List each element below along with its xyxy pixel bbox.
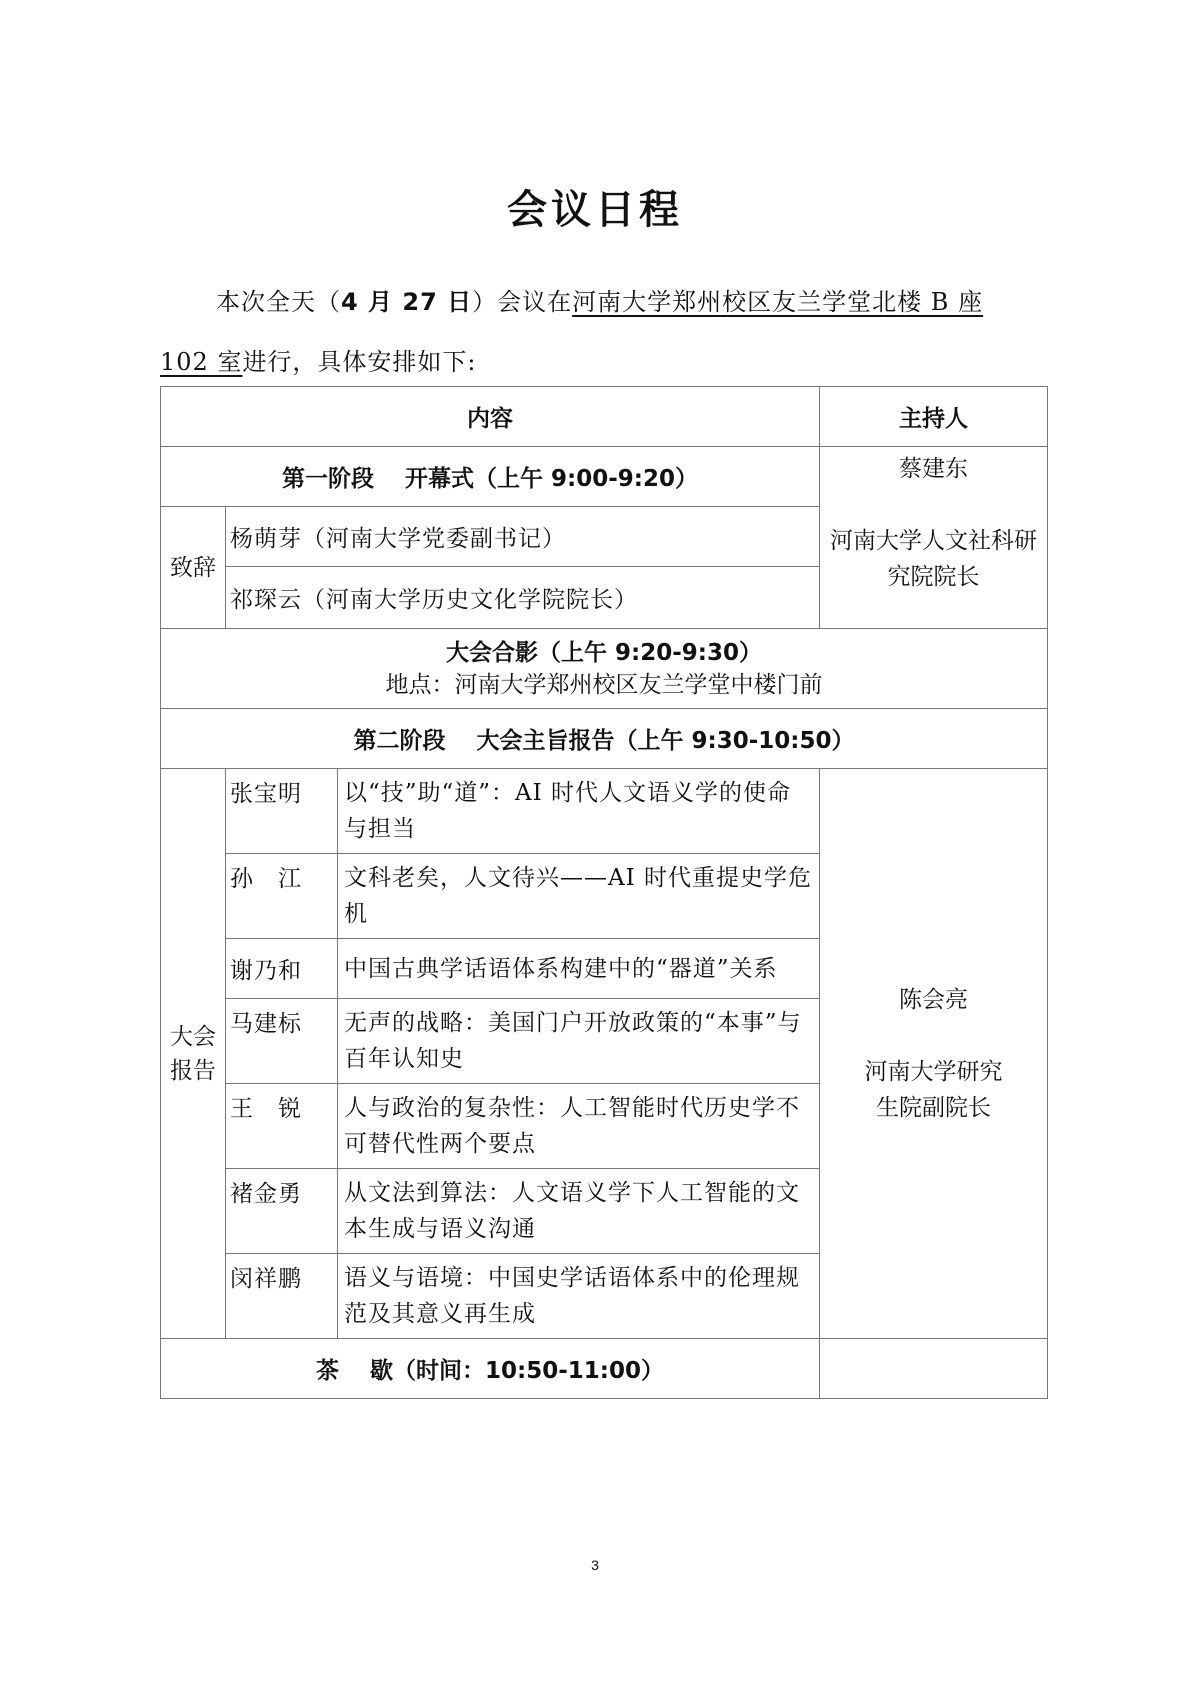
report-speaker: 褚金勇 [226, 1169, 338, 1254]
report-speaker: 谢乃和 [226, 939, 338, 999]
report-speaker: 张宝明 [226, 769, 338, 854]
page-number: 3 [591, 1557, 599, 1573]
intro-date: 4 月 27 日 [341, 288, 473, 316]
report-title: 人与政治的复杂性：人工智能时代历史学不可替代性两个要点 [338, 1084, 820, 1169]
intro-prefix: 本次全天（ [216, 288, 341, 316]
report-speaker: 马建标 [226, 999, 338, 1084]
break-row [161, 1339, 1048, 1399]
report-label [161, 769, 226, 1339]
stage2-title: 第二阶段 大会主旨报告（上午 9:30-10:50） [161, 709, 1048, 769]
header-host: 主持人 [820, 387, 1048, 447]
report-title: 中国古典学话语体系构建中的“器道”关系 [338, 939, 820, 999]
speech-speaker: 祁琛云（河南大学历史文化学院院长） [226, 567, 820, 629]
report-title: 文科老矣，人文待兴——AI 时代重提史学危机 [338, 854, 820, 939]
photo-row [161, 629, 1048, 709]
stage1-host-title: 河南大学人文社科研究院院长 [830, 528, 1038, 590]
photo-location: 地点：河南大学郑州校区友兰学堂中楼门前 [385, 671, 823, 698]
stage2-host-title: 河南大学研究生院副院长 [864, 1058, 1003, 1121]
stage1-row [161, 447, 1048, 507]
intro-venue: 河南大学郑州校区友兰学堂北楼 B 座 102 室 [160, 288, 984, 376]
intro-paragraph [160, 272, 1040, 392]
header-content: 内容 [161, 387, 820, 447]
page-title: 会议日程 [507, 187, 683, 233]
photo-title: 大会合影（上午 9:20-9:30） [446, 639, 762, 666]
break-title: 茶 歇（时间：10:50-11:00） [161, 1339, 820, 1399]
break-host-cell [820, 1339, 1048, 1399]
report-speaker: 孙 江 [226, 854, 338, 939]
intro-suffix: 进行，具体安排如下: [242, 348, 477, 376]
photo-cell [161, 629, 1048, 709]
intro-mid: ）会议在 [472, 288, 573, 316]
report-label-text: 大会报告 [170, 1023, 216, 1084]
table-header-row [161, 387, 1048, 447]
report-speaker: 闵祥鹏 [226, 1254, 338, 1339]
stage2-host-name: 陈会亮 [899, 986, 969, 1013]
report-row [161, 769, 1048, 854]
report-title: 从文法到算法：人文语义学下人工智能的文本生成与语义沟通 [338, 1169, 820, 1254]
speech-speaker: 杨萌芽（河南大学党委副书记） [226, 507, 820, 567]
stage1-title: 第一阶段 开幕式（上午 9:00-9:20） [161, 447, 820, 507]
speech-label: 致辞 [161, 507, 226, 629]
report-title: 无声的战略：美国门户开放政策的“本事”与百年认知史 [338, 999, 820, 1084]
report-title: 以“技”助“道”：AI 时代人文语义学的使命与担当 [338, 769, 820, 854]
stage1-host-name: 蔡建东 [899, 456, 969, 482]
stage1-host-cell [820, 447, 1048, 629]
stage2-host-cell [820, 769, 1048, 1339]
schedule-table [160, 386, 1048, 1399]
report-speaker: 王 锐 [226, 1084, 338, 1169]
report-title: 语义与语境：中国史学话语体系中的伦理规范及其意义再生成 [338, 1254, 820, 1339]
stage2-row [161, 709, 1048, 769]
